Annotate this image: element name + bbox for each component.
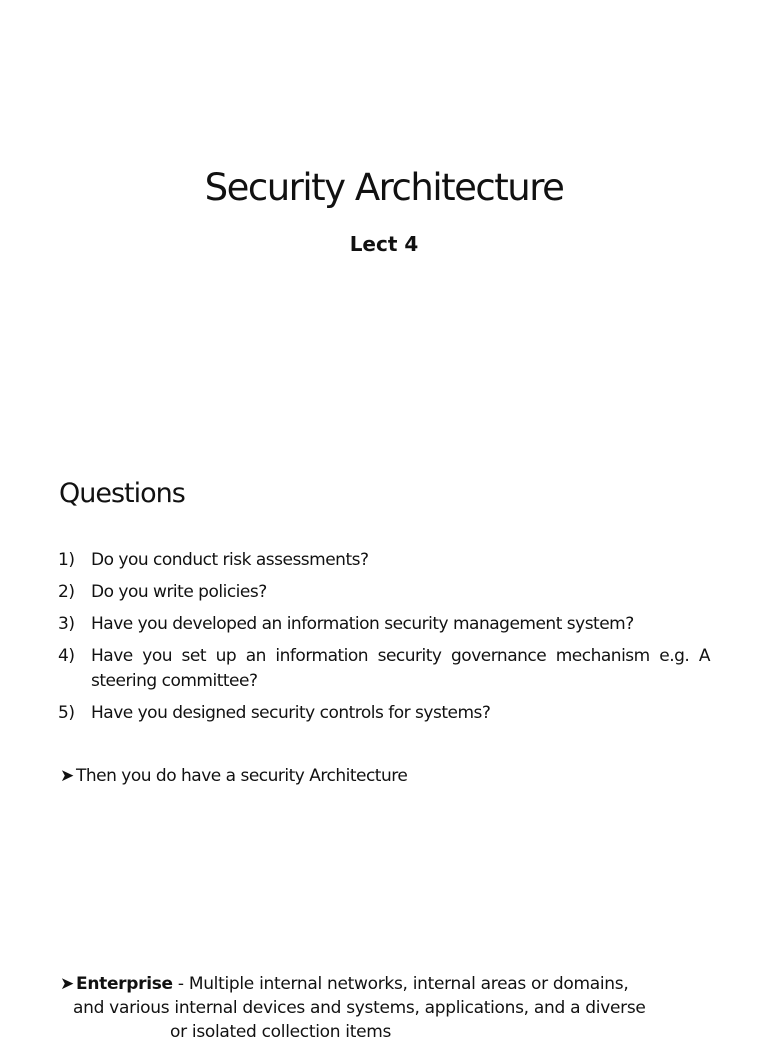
slide-subtitle: Lect 4 bbox=[349, 232, 419, 256]
list-item-text: Have you designed security controls for systems? bbox=[91, 703, 491, 723]
title-slide bbox=[0, 0, 768, 440]
list-item-text: Do you conduct risk assessments? bbox=[91, 550, 369, 570]
questions-list bbox=[58, 548, 710, 733]
questions-slide bbox=[0, 440, 768, 920]
slide-title: Security Architecture bbox=[204, 166, 564, 209]
list-item-number: 1) bbox=[58, 550, 75, 570]
list-item-number: 5) bbox=[58, 703, 75, 723]
list-item-number: 4) bbox=[58, 646, 75, 666]
conclusion-text: Then you do have a security Architecture bbox=[76, 766, 408, 786]
list-item bbox=[58, 612, 710, 637]
enterprise-line-2: and various internal devices and systems, applications, and a diverse bbox=[73, 998, 646, 1018]
enterprise-line-1: - Multiple internal networks, internal areas or domains, bbox=[172, 974, 629, 994]
list-item bbox=[58, 644, 710, 694]
enterprise-line-3: or isolated collection items bbox=[170, 1022, 392, 1042]
arrow-bullet-icon: ➤ bbox=[60, 766, 74, 786]
list-item bbox=[58, 580, 710, 605]
list-item bbox=[58, 548, 710, 573]
list-item-text: Have you set up an information security governance mechanism e.g. A steering committee? bbox=[91, 646, 710, 691]
arrow-bullet-icon: ➤ bbox=[60, 974, 74, 994]
list-item-text: Have you developed an information security management system? bbox=[91, 614, 634, 634]
list-item-text: Do you write policies? bbox=[91, 582, 267, 602]
questions-heading: Questions bbox=[59, 478, 185, 509]
list-item-number: 2) bbox=[58, 582, 75, 602]
conclusion-bullet bbox=[60, 766, 407, 786]
list-item-number: 3) bbox=[58, 614, 75, 634]
enterprise-term: Enterprise bbox=[76, 974, 173, 994]
list-item bbox=[58, 701, 710, 726]
enterprise-paragraph bbox=[60, 972, 710, 1044]
enterprise-slide bbox=[0, 920, 768, 1042]
